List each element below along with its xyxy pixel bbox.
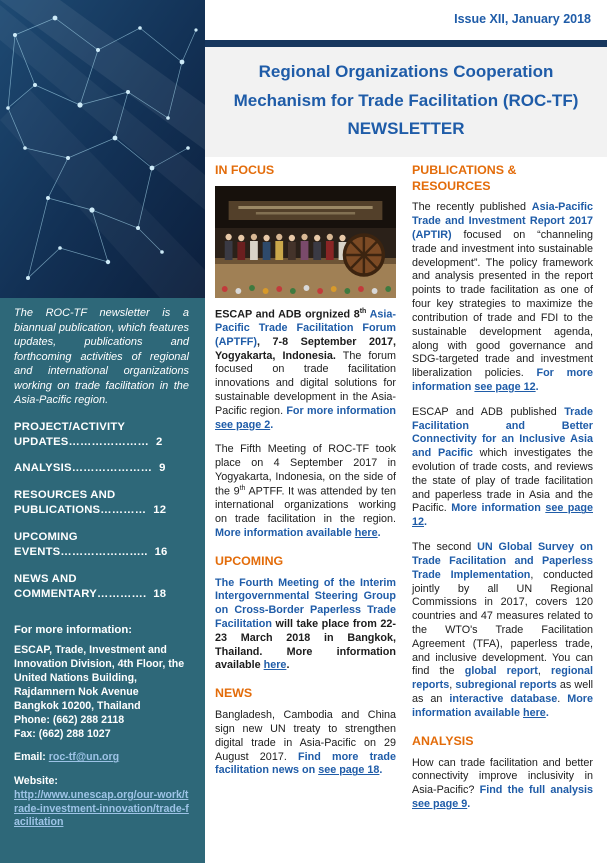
text-segment: The Fourth Meeting of the Interim Intergovernmental Steering Group on Cross-Border Paperless Trade Facilitation	[215, 576, 396, 631]
address-line: Rajdamnern Nok Avenue	[14, 686, 139, 698]
text-segment: as well as an	[412, 679, 594, 706]
toc-label: RESOURCES AND PUBLICATIONS	[14, 489, 116, 517]
email-label: Email:	[14, 751, 49, 764]
toc-label: NEWS AND COMMENTARY	[14, 572, 97, 600]
text-segment: Trade Facilitation and Better Connectivity for an Inclusive Asia and Pacific	[412, 405, 593, 460]
text-segment: Bangladesh, Cambodia and China sign new UN treaty to strengthen digital trade in Asia-Pacific on 29 August 2017.	[215, 709, 396, 763]
text-segment: The Fifth Meeting of ROC-TF took place on 4 September 2017 in Yogyakarta, Indonesia, on the side of the 9	[215, 443, 396, 498]
text-segment: More information	[451, 502, 546, 515]
right-column	[412, 163, 593, 823]
text-segment: The recently published	[412, 201, 532, 214]
text-segment: ESCAP and ADB orgnized 8	[215, 308, 360, 321]
toc-label: PROJECT/ACTIVITY UPDATES	[14, 420, 125, 448]
text-segment: ,	[449, 679, 456, 692]
section-heading-analysis: ANALYSIS	[412, 733, 474, 748]
text-segment: .	[270, 418, 274, 431]
text-segment: .	[286, 659, 290, 672]
address-line: Fax: (662) 288 1027	[14, 728, 111, 741]
address-line: Innovation Division, 4th Floor, the	[14, 657, 185, 670]
newsletter-title-line-3: NEWSLETTER	[347, 119, 465, 139]
issue-date: Issue XII, January 2018	[454, 12, 591, 26]
masthead	[205, 40, 607, 157]
text-segment: APTFF. It was attended by ten international organizations working on trade facilitation in the region.	[215, 485, 396, 526]
text-segment: regional reports	[412, 665, 594, 692]
in-focus-paragraph-1	[215, 308, 396, 433]
address-line: Phone: (662) 288 2118	[14, 714, 125, 727]
publications-paragraph-3	[412, 541, 593, 721]
text-segment: .	[379, 764, 383, 777]
toc-page-number: 12	[153, 504, 167, 517]
toc-item-news-commentary	[14, 572, 181, 602]
text-segment: subregional reports	[455, 679, 557, 692]
toc-item-upcoming-events	[14, 530, 181, 560]
publications-paragraph-1	[412, 201, 593, 394]
text-segment: ,	[537, 665, 552, 678]
text-segment: .	[535, 380, 539, 393]
sidebar	[0, 0, 205, 863]
toc-label: ANALYSIS	[14, 462, 72, 475]
text-segment: which investigates the evolution of trade costs, and reviews the state of play of trade facilitation and paperless trade in Asia and the Pacific.	[412, 447, 593, 515]
upcoming-paragraph	[215, 577, 396, 674]
text-segment: More information available	[215, 526, 355, 539]
inline-link[interactable]: here	[263, 659, 287, 672]
inline-link[interactable]: see page 9	[412, 797, 468, 810]
more-info-label: For more information:	[14, 623, 132, 636]
inline-link[interactable]: here	[354, 526, 378, 539]
toc-item-analysis	[14, 461, 181, 476]
newsletter-title-line-1: Regional Organizations Cooperation	[258, 62, 554, 81]
text-segment: interactive database	[449, 693, 558, 706]
email-block	[0, 741, 205, 765]
text-segment: The second	[412, 541, 478, 554]
sidebar-intro: The ROC-TF newsletter is a biannual publication, which features updates, publications and forthcoming activities of regional and international organizations working on trade facilitation in the Asia-Pacific region.	[14, 307, 189, 407]
section-heading-news: NEWS	[215, 686, 253, 701]
text-segment: For more information	[412, 367, 594, 393]
network-graphic	[0, 0, 205, 298]
website-label: Website:	[14, 775, 58, 788]
text-segment: .	[377, 526, 381, 539]
address-line: Bangkok 10200, Thailand	[14, 700, 141, 713]
table-of-contents	[0, 408, 205, 602]
text-segment: Find more trade facilitation news on	[215, 750, 396, 777]
content-columns	[205, 157, 607, 823]
publications-paragraph-2	[412, 406, 593, 530]
website-link[interactable]: http://www.unescap.org/our-work/trade-investment-innovation/trade-facilitation	[14, 788, 189, 829]
toc-leader: …………	[100, 504, 147, 517]
address-block	[0, 636, 205, 742]
toc-item-resources-publications	[14, 488, 181, 518]
toc-item-project-activity-updates	[14, 420, 181, 450]
text-segment: Find the full analysis	[479, 784, 593, 797]
text-segment: .	[557, 693, 568, 706]
inline-link[interactable]: here	[523, 706, 546, 719]
newsletter-title-line-2: Mechanism for Trade Facilitation (ROC-TF)	[233, 90, 579, 110]
text-segment: global report	[464, 665, 538, 678]
toc-label: UPCOMING EVENTS	[14, 531, 78, 559]
main-content	[205, 0, 607, 823]
analysis-paragraph	[412, 757, 593, 812]
toc-leader: …………………	[68, 435, 150, 448]
in-focus-photo	[215, 186, 396, 298]
toc-page-number: 9	[159, 462, 166, 475]
text-segment: The forum focused on trade facilitation innovations and digital solutions for sustainable development in the Asia-Pacific region.	[215, 349, 396, 417]
text-segment: For more information	[286, 404, 397, 417]
text-segment: , conducted jointly by all UN Regional Commissions in 2017, covers 120 countries and 47 measures related to the WTO's Trade Facilitation Agreement (TFA), paperless trade, and inclusive development. You can find the	[412, 568, 594, 678]
text-segment: will take place from 22-23 March 2018 in Bangkok, Thailand. More information available	[215, 618, 396, 672]
toc-leader: ………….	[96, 587, 147, 600]
toc-page-number: 18	[153, 587, 167, 600]
toc-page-number: 16	[154, 546, 168, 559]
text-segment: Asia-Pacific Trade Facilitation Forum (APTFF)	[215, 308, 396, 348]
text-segment: Asia-Pacific Trade and Investment Report 2017 (APTIR)	[412, 201, 593, 242]
address-line: United Nations Building,	[14, 671, 137, 684]
text-segment: How can trade facilitation and better connectivity improve inclusivity in Asia-Pacific?	[412, 756, 593, 797]
inline-link[interactable]: see page 18	[318, 764, 380, 777]
news-paragraph	[215, 709, 396, 778]
toc-page-number: 2	[156, 435, 163, 448]
section-heading-publications: PUBLICATIONS & RESOURCES	[412, 162, 517, 193]
inline-link[interactable]: see page 2	[215, 418, 271, 431]
toc-leader: …………………..	[60, 546, 148, 559]
toc-leader: …………………	[71, 462, 153, 475]
email-link[interactable]: roc-tf@un.org	[48, 751, 120, 764]
left-column	[215, 163, 396, 823]
text-segment: .	[467, 797, 471, 810]
text-segment: th	[359, 307, 367, 315]
text-segment: More information available	[412, 693, 593, 719]
inline-link[interactable]: see page 12	[474, 380, 536, 393]
text-segment: .	[424, 516, 428, 529]
text-segment: th	[239, 484, 246, 492]
text-segment: focused on “channeling trade and investment into sustainable development”. The policy framework and analysis presented in the report points to trade facilitation as one of four key strategies to maximize the contribution of trade and FDI to the sustainable development agenda, along with good governance and SDG-targeted trade and investment liberalization policies.	[412, 229, 593, 380]
inline-link[interactable]: see page 12	[412, 502, 593, 529]
text-segment: , 7-8 September 2017, Yogyakarta, Indonesia.	[215, 335, 396, 362]
section-heading-in-focus: IN FOCUS	[215, 162, 275, 177]
website-block	[0, 765, 205, 830]
section-heading-upcoming: UPCOMING	[215, 553, 284, 568]
in-focus-paragraph-2	[215, 443, 396, 540]
address-line: ESCAP, Trade, Investment and	[14, 643, 167, 656]
text-segment: .	[545, 706, 549, 719]
text-segment: UN Global Survey on Trade Facilitation and Paperless Trade Implementation	[412, 541, 594, 581]
text-segment: ESCAP and ADB published	[412, 405, 565, 418]
